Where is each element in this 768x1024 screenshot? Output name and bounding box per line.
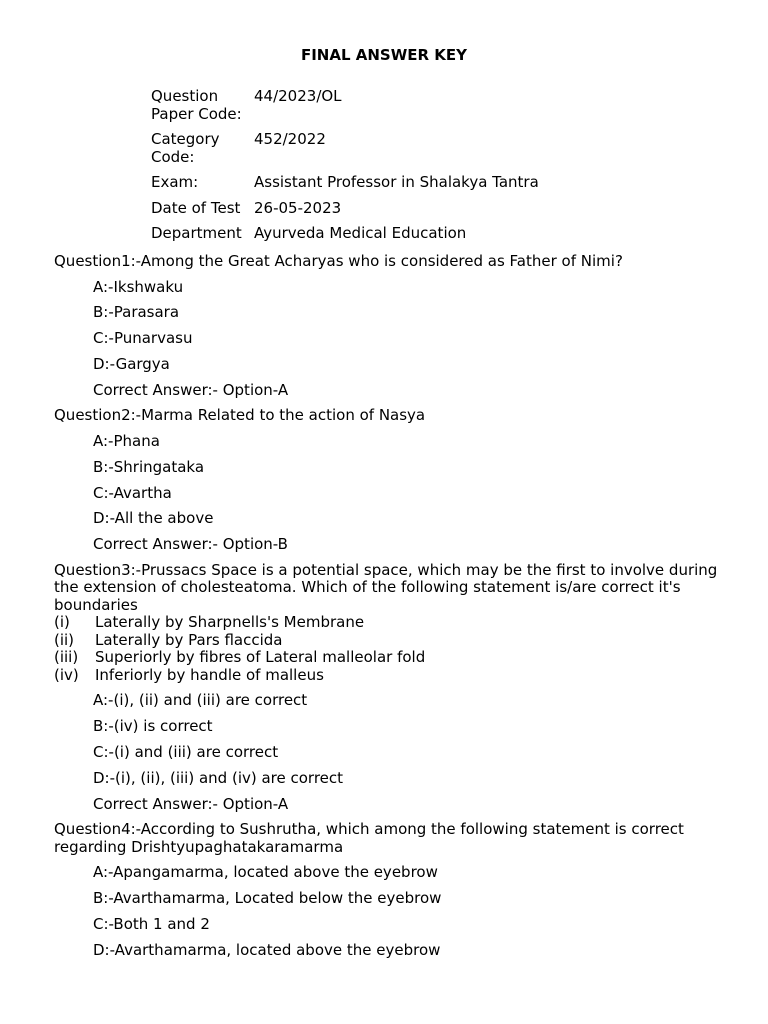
statement-text: Superiorly by fibres of Lateral malleolar fold: [95, 648, 426, 667]
meta-row-exam: [151, 174, 539, 192]
option-d: D:-All the above: [93, 509, 214, 528]
option-b: B:-Shringataka: [93, 457, 205, 476]
statement-list: [54, 614, 744, 684]
statement-text: Laterally by Pars flaccida: [95, 630, 283, 649]
statement-text: Laterally by Sharpnells's Membrane: [95, 613, 365, 632]
statement: [54, 614, 744, 632]
question-1: [54, 253, 744, 399]
question-text: Question4:-According to Sushrutha, which among the following statement is correct regarding Drishtyupaghatakaramarma: [54, 820, 684, 856]
meta-row-category-code: [151, 131, 539, 166]
option-c: C:-Punarvasu: [93, 329, 193, 348]
meta-label: Exam:: [151, 173, 199, 191]
correct-answer: Correct Answer:- Option-A: [93, 380, 289, 399]
statement-text: Inferiorly by handle of malleus: [95, 665, 324, 684]
correct-answer: Correct Answer:- Option-B: [93, 535, 288, 554]
option-d: D:-Gargya: [93, 354, 170, 373]
question-text: Question1:-Among the Great Acharyas who is considered as Father of Nimi?: [54, 252, 623, 270]
option-d: D:-(i), (ii), (iii) and (iv) are correct: [93, 768, 344, 787]
question-3: [54, 562, 744, 813]
question-text: Question3:-Prussacs Space is a potential space, which may be the first to involve during the extension of cholesteatoma. Which of the following statement is/are correct it's boundaries: [54, 560, 718, 614]
option-a: A:-Phana: [93, 431, 160, 450]
option-a: A:-Ikshwaku: [93, 277, 184, 296]
statement-number: (i): [54, 613, 70, 632]
statement: [54, 632, 744, 650]
option-b: B:-Avarthamarma, Located below the eyebrow: [93, 889, 442, 908]
question-4: [54, 821, 744, 959]
meta-value: Assistant Professor in Shalakya Tantra: [254, 173, 539, 191]
option-c: C:-Avartha: [93, 483, 172, 502]
meta-row-question-paper-code: [151, 88, 539, 123]
option-d: D:-Avarthamarma, located above the eyebrow: [93, 940, 441, 959]
statement-number: (iii): [54, 648, 79, 667]
question-list: [54, 253, 744, 968]
meta-value: 44/2023/OL: [254, 87, 342, 105]
meta-value: 452/2022: [254, 130, 326, 148]
option-c: C:-(i) and (iii) are correct: [93, 743, 279, 762]
meta-row-date-of-test: [151, 200, 539, 218]
meta-label: Question Paper Code:: [151, 87, 242, 123]
question-text: Question2:-Marma Related to the action of Nasya: [54, 406, 426, 425]
meta-label: Category Code:: [151, 130, 220, 166]
meta-value: 26-05-2023: [254, 198, 342, 217]
question-2: [54, 407, 744, 553]
option-b: B:-(iv) is correct: [93, 717, 213, 736]
correct-answer: Correct Answer:- Option-A: [93, 794, 289, 813]
statement-number: (iv): [54, 665, 79, 684]
meta-label: Department: [151, 224, 242, 242]
statement-number: (ii): [54, 630, 75, 649]
meta-value: Ayurveda Medical Education: [254, 224, 467, 242]
option-c: C:-Both 1 and 2: [93, 915, 210, 934]
statement: [54, 667, 744, 685]
option-b: B:-Parasara: [93, 303, 180, 322]
exam-details: [151, 88, 539, 251]
option-a: A:-(i), (ii) and (iii) are correct: [93, 691, 308, 710]
statement: [54, 649, 744, 667]
meta-row-department: [151, 225, 539, 243]
page-title: FINAL ANSWER KEY: [300, 46, 468, 64]
option-a: A:-Apangamarma, located above the eyebrow: [93, 863, 438, 882]
meta-label: Date of Test: [151, 198, 241, 217]
